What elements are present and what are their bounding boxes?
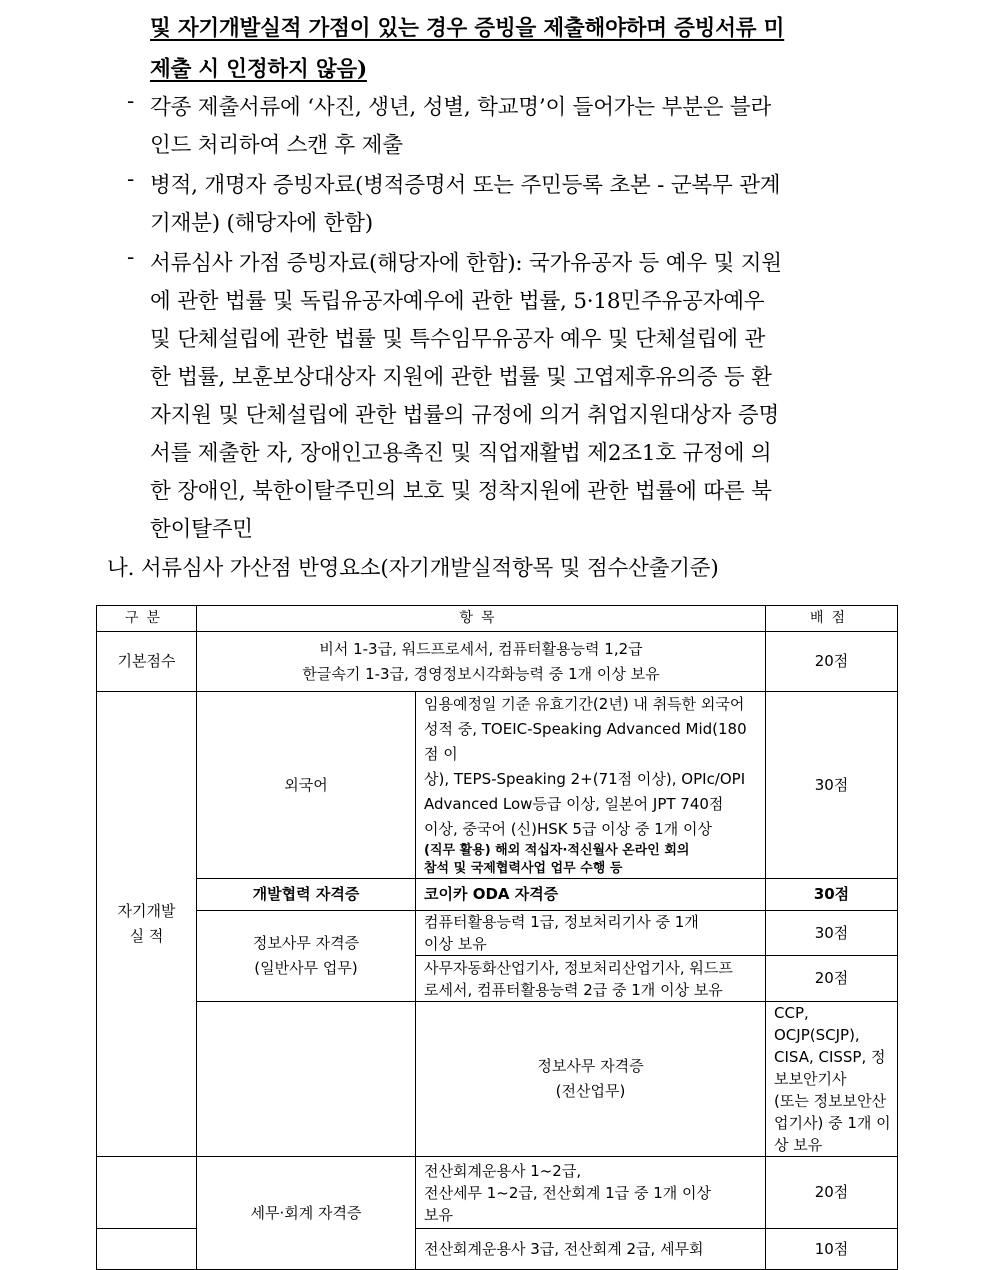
info-general-desc-2-line-2: 로세서, 컴퓨터활용능력 2급 중 1개 이상 보유: [424, 980, 723, 999]
bullet3-line-2: 에 관한 법률 및 독립유공자예우에 관한 법률, 5·18민주유공자예우: [150, 289, 765, 314]
self-dev-category-continuation: [197, 1002, 416, 1157]
tax-desc-2: 전산회계운용사 3급, 전산회계 2급, 세무회: [416, 1229, 766, 1270]
info-general-desc-1: [416, 911, 766, 956]
foreign-desc: [416, 692, 766, 879]
info-general-desc-1-line-1: 컴퓨터활용능력 1급, 정보처리기사 중 1개: [424, 913, 699, 931]
foreign-desc-line-2: 성적 중, TOEIC-Speaking Advanced Mid(180점 이: [424, 720, 747, 763]
info-general-score-2: 20점: [766, 956, 898, 1002]
tax-score-2: 10점: [766, 1229, 898, 1270]
info-it-label-line-1: 정보사무 자격증: [537, 1057, 644, 1075]
foreign-note-line-2: 참석 및 국제협력사업 업무 수행 등: [424, 861, 623, 876]
bullet1-line-2: 인드 처리하여 스캔 후 제출: [150, 133, 403, 158]
foreign-desc-line-1: 임용예정일 기준 유효기간(2년) 내 취득한 외국어: [424, 695, 745, 713]
basic-items: [197, 632, 766, 692]
bullet-mark: -: [127, 245, 135, 270]
foreign-desc-line-3: 상), TEPS-Speaking 2+(71점 이상), OPIc/OPI: [424, 770, 746, 788]
bullet3-line-7: 한 장애인, 북한이탈주민의 보호 및 정착지원에 관한 법률에 따른 북: [150, 479, 772, 504]
foreign-desc-line-5: 이상, 중국어 (신)HSK 5급 이상 중 1개 이상: [424, 820, 712, 838]
table-row: [97, 879, 898, 911]
bullet2-line-2: 기재분) (해당자에 한함): [150, 211, 373, 236]
table-header-row: [97, 606, 898, 632]
info-general-label-line-2: (일반사무 업무): [254, 959, 358, 977]
self-dev-category-continuation: [97, 1157, 197, 1229]
basic-items-line-2: 한글속기 1-3급, 경영정보시각화능력 중 1개 이상 보유: [302, 664, 660, 683]
self-dev-category: [97, 692, 197, 1157]
tax-desc-1-line-2: 전산세무 1~2급, 전산회계 1급 중 1개 이상: [424, 1183, 711, 1202]
bullet1-line-1: 각종 제출서류에 ‘사진, 생년, 성별, 학교명’이 들어가는 부분은 블라: [150, 95, 772, 120]
info-general-label: [197, 911, 416, 1002]
header-score: 배점: [766, 606, 898, 632]
info-it-desc-line-2: (또는 정보보안산업기사) 중 1개 이상 보유: [774, 1092, 891, 1154]
self-dev-category-line-2: 실 적: [129, 927, 164, 945]
tax-label: 세무·회계 자격증: [197, 1157, 416, 1270]
bullet3-line-6: 서를 제출한 자, 장애인고용촉진 및 직업재활법 제2조1호 규정에 의: [150, 441, 772, 466]
intro-line-2: 제출 시 인정하지 않음): [150, 57, 367, 82]
scoring-table: [96, 605, 898, 1270]
info-general-score-1: 30점: [766, 911, 898, 956]
bullet-mark: -: [127, 167, 135, 192]
foreign-score: 30점: [766, 692, 898, 879]
info-general-desc-2-line-1: 사무자동화산업기사, 정보처리산업기사, 워드프: [424, 958, 733, 977]
bullet3-line-8: 한이탈주민: [150, 517, 253, 542]
self-dev-category-line-1: 자기개발: [117, 902, 176, 920]
table-row: [97, 1002, 898, 1157]
intro-line-1: 및 자기개발실적 가점이 있는 경우 증빙을 제출해야하며 증빙서류 미: [150, 16, 785, 41]
info-general-label-line-1: 정보사무 자격증: [252, 934, 360, 952]
dev-coop-score: 30점: [766, 879, 898, 911]
bullet3-line-1: 서류심사 가점 증빙자료(해당자에 한함): 국가유공자 등 예우 및 지원: [150, 251, 782, 276]
basic-items-line-1: 비서 1-3급, 워드프로세서, 컴퓨터활용능력 1,2급: [319, 639, 643, 658]
info-general-desc-2: [416, 956, 766, 1002]
bullet3-line-5: 자지원 및 단체설립에 관한 법률의 규정에 의거 취업지원대상자 증명: [150, 403, 780, 428]
bullet2-line-1: 병적, 개명자 증빙자료(병적증명서 또는 주민등록 초본 - 군복무 관계: [150, 173, 781, 198]
bullet3-line-3: 및 단체설립에 관한 법률 및 특수임무유공자 예우 및 단체설립에 관: [150, 327, 766, 352]
foreign-label: 외국어: [197, 692, 416, 879]
bullet-mark: -: [127, 89, 135, 114]
tax-desc-1-line-1: 전산회계운용사 1~2급,: [424, 1161, 582, 1180]
info-it-label: [416, 1002, 766, 1157]
info-general-desc-1-line-2: 이상 보유: [424, 935, 487, 953]
table-row: [97, 1157, 898, 1229]
tax-desc-1-line-3: 보유: [424, 1205, 453, 1224]
tax-desc-1: [416, 1157, 766, 1229]
info-it-desc: [766, 1002, 898, 1157]
header-item: 항목: [197, 606, 766, 632]
tax-score-1: 20점: [766, 1157, 898, 1229]
basic-category: 기본점수: [97, 632, 197, 692]
foreign-note-line-1: (직무 활용) 해외 적십자·적신월사 온라인 회의: [424, 843, 690, 858]
table-row: [97, 632, 898, 692]
bullet3-line-4: 한 법률, 보훈보상대상자 지원에 관한 법률 및 고엽제후유의증 등 환: [150, 365, 772, 390]
foreign-desc-line-4: Advanced Low등급 이상, 일본어 JPT 740점: [424, 795, 724, 813]
dev-coop-label: 개발협력 자격증: [197, 879, 416, 911]
info-it-label-line-2: (전산업무): [555, 1082, 626, 1100]
header-category: 구분: [97, 606, 197, 632]
table-row: [97, 911, 898, 956]
section-heading: 나. 서류심사 가산점 반영요소(자기개발실적항목 및 점수산출기준): [107, 556, 719, 581]
table-row: [97, 692, 898, 879]
dev-coop-desc: 코이카 ODA 자격증: [416, 879, 766, 911]
self-dev-category-continuation: [97, 1229, 197, 1270]
basic-score: 20점: [766, 632, 898, 692]
info-it-desc-line-1: CCP, OCJP(SCJP), CISA, CISSP, 정보보안기사: [774, 1004, 886, 1088]
